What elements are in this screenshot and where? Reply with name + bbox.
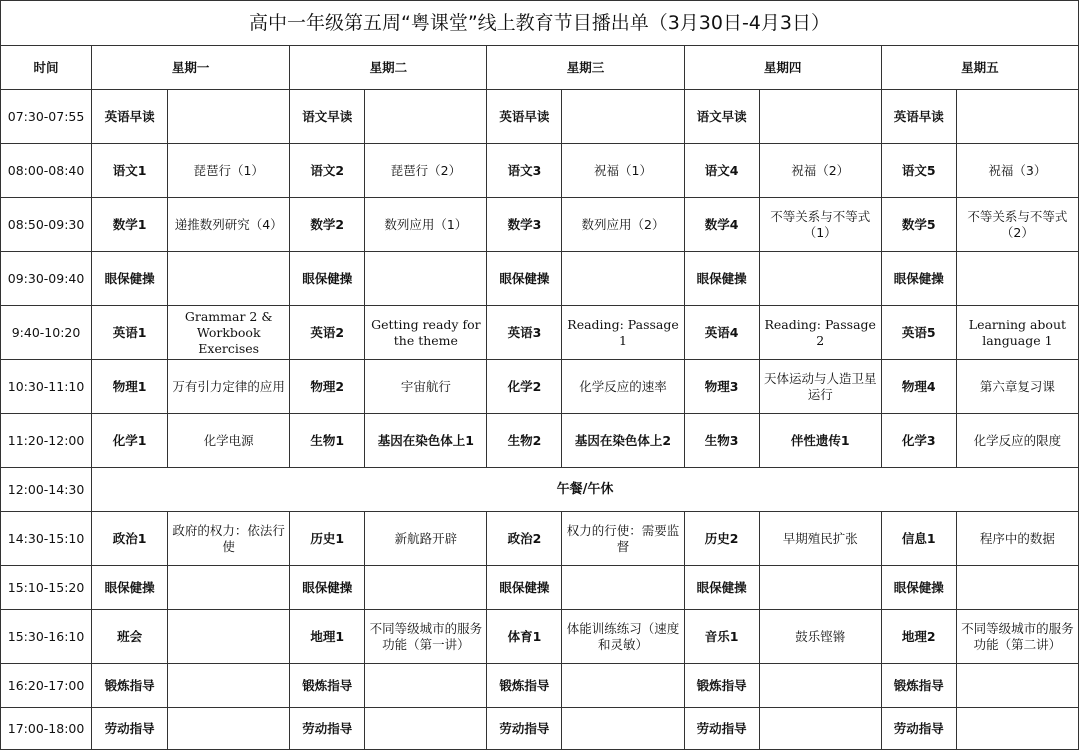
subject-cell: 英语3: [487, 306, 562, 360]
topic-cell: 不同等级城市的服务功能（第一讲）: [365, 610, 487, 664]
subject-cell: 眼保健操: [92, 252, 168, 306]
table-row: [1, 708, 1079, 750]
topic-cell: 政府的权力：依法行使: [168, 512, 290, 566]
subject-cell: 政治1: [92, 512, 168, 566]
topic-cell: 递推数列研究（4）: [168, 198, 290, 252]
table-row: [1, 306, 1079, 360]
subject-cell: 英语2: [290, 306, 365, 360]
header-row: [1, 46, 1079, 90]
subject-cell: 劳动指导: [881, 708, 956, 750]
subject-cell: 数学4: [684, 198, 759, 252]
topic-cell: 化学反应的限度: [956, 414, 1078, 468]
topic-cell: 程序中的数据: [956, 512, 1078, 566]
topic-cell: [168, 566, 290, 610]
time-cell: 9:40-10:20: [1, 306, 92, 360]
subject-cell: 生物3: [684, 414, 759, 468]
table-row: [1, 252, 1079, 306]
topic-cell: [956, 664, 1078, 708]
subject-cell: 锻炼指导: [92, 664, 168, 708]
time-cell: 12:00-14:30: [1, 468, 92, 512]
subject-cell: 英语5: [881, 306, 956, 360]
day-header: 星期五: [881, 46, 1078, 90]
table-row: [1, 566, 1079, 610]
topic-cell: [759, 664, 881, 708]
subject-cell: 化学1: [92, 414, 168, 468]
subject-cell: 化学2: [487, 360, 562, 414]
subject-cell: 眼保健操: [881, 566, 956, 610]
subject-cell: 语文1: [92, 144, 168, 198]
topic-cell: 第六章复习课: [956, 360, 1078, 414]
topic-cell: [562, 566, 684, 610]
topic-cell: 不等关系与不等式（1）: [759, 198, 881, 252]
topic-cell: [759, 566, 881, 610]
subject-cell: 劳动指导: [92, 708, 168, 750]
topic-cell: [365, 664, 487, 708]
lunch-cell: 午餐/午休: [92, 468, 1079, 512]
time-cell: 09:30-09:40: [1, 252, 92, 306]
topic-cell: [562, 708, 684, 750]
subject-cell: 数学5: [881, 198, 956, 252]
subject-cell: 眼保健操: [684, 566, 759, 610]
topic-cell: 万有引力定律的应用: [168, 360, 290, 414]
topic-cell: [562, 90, 684, 144]
time-cell: 15:30-16:10: [1, 610, 92, 664]
topic-cell: 权力的行使：需要监督: [562, 512, 684, 566]
page-title: 高中一年级第五周“粤课堂”线上教育节目播出单（3月30日-4月3日）: [0, 0, 1079, 45]
topic-cell: 不同等级城市的服务功能（第二讲）: [956, 610, 1078, 664]
subject-cell: 锻炼指导: [290, 664, 365, 708]
subject-cell: 班会: [92, 610, 168, 664]
topic-cell: 体能训练练习（速度和灵敏）: [562, 610, 684, 664]
time-cell: 16:20-17:00: [1, 664, 92, 708]
topic-cell: [365, 708, 487, 750]
time-cell: 11:20-12:00: [1, 414, 92, 468]
day-header: 星期二: [290, 46, 487, 90]
topic-cell: [168, 664, 290, 708]
topic-cell: 早期殖民扩张: [759, 512, 881, 566]
topic-cell: 化学反应的速率: [562, 360, 684, 414]
topic-cell: [956, 566, 1078, 610]
subject-cell: 英语4: [684, 306, 759, 360]
topic-cell: [168, 708, 290, 750]
subject-cell: 信息1: [881, 512, 956, 566]
topic-cell: 天体运动与人造卫星运行: [759, 360, 881, 414]
subject-cell: 眼保健操: [487, 252, 562, 306]
topic-cell: [562, 664, 684, 708]
subject-cell: 锻炼指导: [684, 664, 759, 708]
subject-cell: 英语早读: [881, 90, 956, 144]
topic-cell: 鼓乐铿锵: [759, 610, 881, 664]
topic-cell: 不等关系与不等式（2）: [956, 198, 1078, 252]
topic-cell: Getting ready for the theme: [365, 306, 487, 360]
topic-cell: [168, 90, 290, 144]
day-header: 星期四: [684, 46, 881, 90]
time-cell: 17:00-18:00: [1, 708, 92, 750]
topic-cell: [956, 252, 1078, 306]
subject-cell: 语文3: [487, 144, 562, 198]
topic-cell: [956, 90, 1078, 144]
subject-cell: 锻炼指导: [881, 664, 956, 708]
subject-cell: 眼保健操: [684, 252, 759, 306]
subject-cell: 体育1: [487, 610, 562, 664]
subject-cell: 劳动指导: [290, 708, 365, 750]
subject-cell: 地理2: [881, 610, 956, 664]
topic-cell: 数列应用（2）: [562, 198, 684, 252]
table-row: [1, 664, 1079, 708]
topic-cell: 伴性遗传1: [759, 414, 881, 468]
topic-cell: [168, 252, 290, 306]
topic-cell: [759, 90, 881, 144]
subject-cell: 英语1: [92, 306, 168, 360]
subject-cell: 劳动指导: [487, 708, 562, 750]
topic-cell: 琵琶行（2）: [365, 144, 487, 198]
time-header: 时间: [1, 46, 92, 90]
day-header: 星期三: [487, 46, 684, 90]
time-cell: 07:30-07:55: [1, 90, 92, 144]
subject-cell: 政治2: [487, 512, 562, 566]
time-cell: 15:10-15:20: [1, 566, 92, 610]
table-row: [1, 360, 1079, 414]
table-row: [1, 512, 1079, 566]
schedule-table: [0, 45, 1079, 750]
subject-cell: 数学2: [290, 198, 365, 252]
subject-cell: 英语早读: [487, 90, 562, 144]
topic-cell: Learning about language 1: [956, 306, 1078, 360]
topic-cell: Reading: Passage 2: [759, 306, 881, 360]
day-header: 星期一: [92, 46, 290, 90]
time-cell: 10:30-11:10: [1, 360, 92, 414]
topic-cell: 新航路开辟: [365, 512, 487, 566]
subject-cell: 劳动指导: [684, 708, 759, 750]
topic-cell: [759, 708, 881, 750]
subject-cell: 生物2: [487, 414, 562, 468]
subject-cell: 物理2: [290, 360, 365, 414]
topic-cell: 数列应用（1）: [365, 198, 487, 252]
topic-cell: [956, 708, 1078, 750]
table-row: [1, 90, 1079, 144]
topic-cell: 化学电源: [168, 414, 290, 468]
topic-cell: Reading: Passage 1: [562, 306, 684, 360]
table-row: [1, 198, 1079, 252]
table-row: [1, 414, 1079, 468]
topic-cell: [168, 610, 290, 664]
subject-cell: 语文2: [290, 144, 365, 198]
subject-cell: 物理1: [92, 360, 168, 414]
subject-cell: 眼保健操: [487, 566, 562, 610]
topic-cell: [365, 566, 487, 610]
topic-cell: 基因在染色体上2: [562, 414, 684, 468]
subject-cell: 眼保健操: [92, 566, 168, 610]
subject-cell: 眼保健操: [881, 252, 956, 306]
topic-cell: [365, 252, 487, 306]
subject-cell: 物理4: [881, 360, 956, 414]
topic-cell: [759, 252, 881, 306]
subject-cell: 语文5: [881, 144, 956, 198]
subject-cell: 音乐1: [684, 610, 759, 664]
subject-cell: 语文早读: [684, 90, 759, 144]
subject-cell: 数学1: [92, 198, 168, 252]
topic-cell: 宇宙航行: [365, 360, 487, 414]
topic-cell: [562, 252, 684, 306]
time-cell: 14:30-15:10: [1, 512, 92, 566]
subject-cell: 英语早读: [92, 90, 168, 144]
topic-cell: 琵琶行（1）: [168, 144, 290, 198]
time-cell: 08:50-09:30: [1, 198, 92, 252]
subject-cell: 眼保健操: [290, 566, 365, 610]
topic-cell: Grammar 2 & Workbook Exercises: [168, 306, 290, 360]
topic-cell: [365, 90, 487, 144]
topic-cell: 基因在染色体上1: [365, 414, 487, 468]
subject-cell: 语文4: [684, 144, 759, 198]
subject-cell: 历史1: [290, 512, 365, 566]
subject-cell: 地理1: [290, 610, 365, 664]
subject-cell: 语文早读: [290, 90, 365, 144]
subject-cell: 数学3: [487, 198, 562, 252]
time-cell: 08:00-08:40: [1, 144, 92, 198]
topic-cell: 祝福（3）: [956, 144, 1078, 198]
table-row: [1, 144, 1079, 198]
subject-cell: 锻炼指导: [487, 664, 562, 708]
table-row: [1, 610, 1079, 664]
lunch-row: [1, 468, 1079, 512]
subject-cell: 物理3: [684, 360, 759, 414]
subject-cell: 化学3: [881, 414, 956, 468]
subject-cell: 生物1: [290, 414, 365, 468]
subject-cell: 历史2: [684, 512, 759, 566]
subject-cell: 眼保健操: [290, 252, 365, 306]
topic-cell: 祝福（2）: [759, 144, 881, 198]
topic-cell: 祝福（1）: [562, 144, 684, 198]
